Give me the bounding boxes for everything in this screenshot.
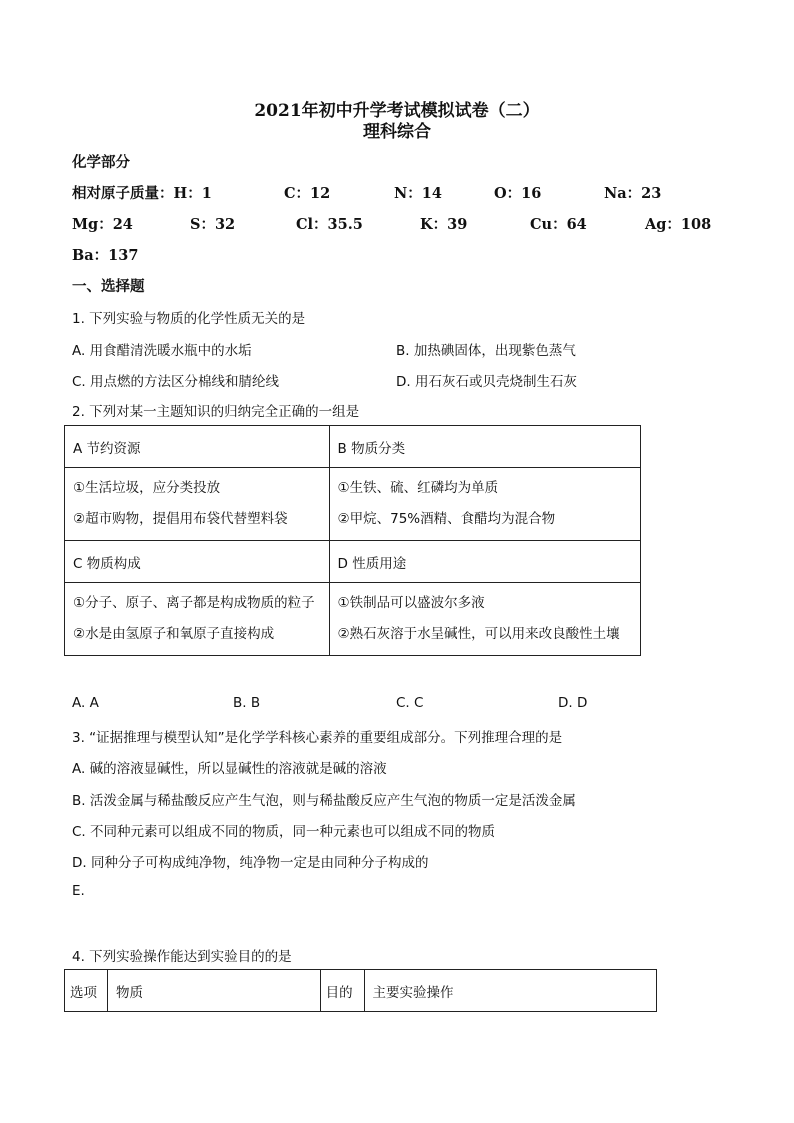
atomic-mass-h: 相对原子质量：H：1 — [72, 185, 212, 202]
q2-b-item-1: ①生铁、硫、红磷均为单质 — [337, 480, 499, 496]
q1-option-c[interactable]: C. 用点燃的方法区分棉线和腈纶线 — [72, 374, 280, 390]
q4-header-option: 选项 — [65, 970, 108, 1012]
q4-stem: 4. 下列实验操作能达到实验目的的是 — [72, 949, 292, 965]
q3-option-c[interactable]: C. 不同种元素可以组成不同的物质，同一种元素也可以组成不同的物质 — [72, 824, 496, 840]
q2-d-item-2: ②熟石灰溶于水呈碱性，可以用来改良酸性土壤 — [337, 626, 620, 642]
atomic-mass-k: K：39 — [420, 216, 468, 233]
q2-option-c[interactable]: C. C — [396, 695, 424, 711]
atomic-mass-na: Na：23 — [604, 185, 662, 202]
exam-title: 2021年初中升学考试模拟试卷（二） — [254, 101, 540, 121]
section-chemistry: 化学部分 — [72, 154, 130, 171]
q3-stem: 3. “证据推理与模型认知”是化学学科核心素养的重要组成部分。下列推理合理的是 — [72, 730, 563, 746]
q2-cell-d-head: D 性质用途 — [329, 541, 640, 583]
q2-d-item-1: ①铁制品可以盛波尔多液 — [337, 595, 485, 611]
q2-option-d[interactable]: D. D — [558, 695, 588, 711]
q2-option-b[interactable]: B. B — [233, 695, 261, 711]
q2-cell-c-body — [65, 583, 330, 656]
q2-option-a[interactable]: A. A — [72, 695, 99, 711]
q1-stem: 1. 下列实验与物质的化学性质无关的是 — [72, 311, 306, 327]
atomic-mass-ba: Ba：137 — [72, 247, 139, 264]
exam-subtitle: 理科综合 — [363, 122, 431, 142]
q2-stem: 2. 下列对某一主题知识的归纳完全正确的一组是 — [72, 404, 360, 420]
q3-option-b[interactable]: B. 活泼金属与稀盐酸反应产生气泡，则与稀盐酸反应产生气泡的物质一定是活泼金属 — [72, 793, 576, 809]
q4-header-substance: 物质 — [107, 970, 320, 1012]
q1-option-b[interactable]: B. 加热碘固体，出现紫色蒸气 — [396, 343, 576, 359]
part-heading: 一、选择题 — [72, 278, 145, 295]
atomic-mass-s: S：32 — [190, 216, 236, 233]
q3-option-d[interactable]: D. 同种分子可构成纯净物，纯净物一定是由同种分子构成的 — [72, 855, 429, 871]
atomic-mass-cl: Cl：35.5 — [296, 216, 363, 233]
atomic-mass-c: C：12 — [284, 185, 331, 202]
q2-table — [64, 425, 641, 656]
atomic-mass-mg: Mg：24 — [72, 216, 133, 233]
q2-c-item-1: ①分子、原子、离子都是构成物质的粒子 — [73, 595, 315, 611]
q2-cell-a-body — [65, 468, 330, 541]
q2-a-item-2: ②超市购物，提倡用布袋代替塑料袋 — [73, 511, 288, 527]
atomic-mass-o: O：16 — [494, 185, 542, 202]
q2-cell-c-head: C 物质构成 — [65, 541, 330, 583]
atomic-mass-n: N：14 — [394, 185, 442, 202]
q1-option-d[interactable]: D. 用石灰石或贝壳烧制生石灰 — [396, 374, 577, 390]
q4-header-operation: 主要实验操作 — [364, 970, 656, 1012]
q2-b-item-2: ②甲烷、75%酒精、食醋均为混合物 — [337, 511, 556, 527]
q4-table — [64, 969, 657, 1012]
q2-c-item-2: ②水是由氢原子和氧原子直接构成 — [73, 626, 275, 642]
q3-option-e[interactable]: E. — [72, 883, 85, 899]
q2-cell-b-head: B 物质分类 — [329, 426, 640, 468]
atomic-mass-ag: Ag：108 — [645, 216, 712, 233]
q3-option-a[interactable]: A. 碱的溶液显碱性，所以显碱性的溶液就是碱的溶液 — [72, 761, 387, 777]
q2-cell-b-body — [329, 468, 640, 541]
atomic-mass-cu: Cu：64 — [530, 216, 587, 233]
q1-option-a[interactable]: A. 用食醋清洗暖水瓶中的水垢 — [72, 343, 252, 359]
q2-cell-d-body — [329, 583, 640, 656]
q4-header-purpose: 目的 — [320, 970, 364, 1012]
q2-a-item-1: ①生活垃圾，应分类投放 — [73, 480, 221, 496]
q2-cell-a-head: A 节约资源 — [65, 426, 330, 468]
